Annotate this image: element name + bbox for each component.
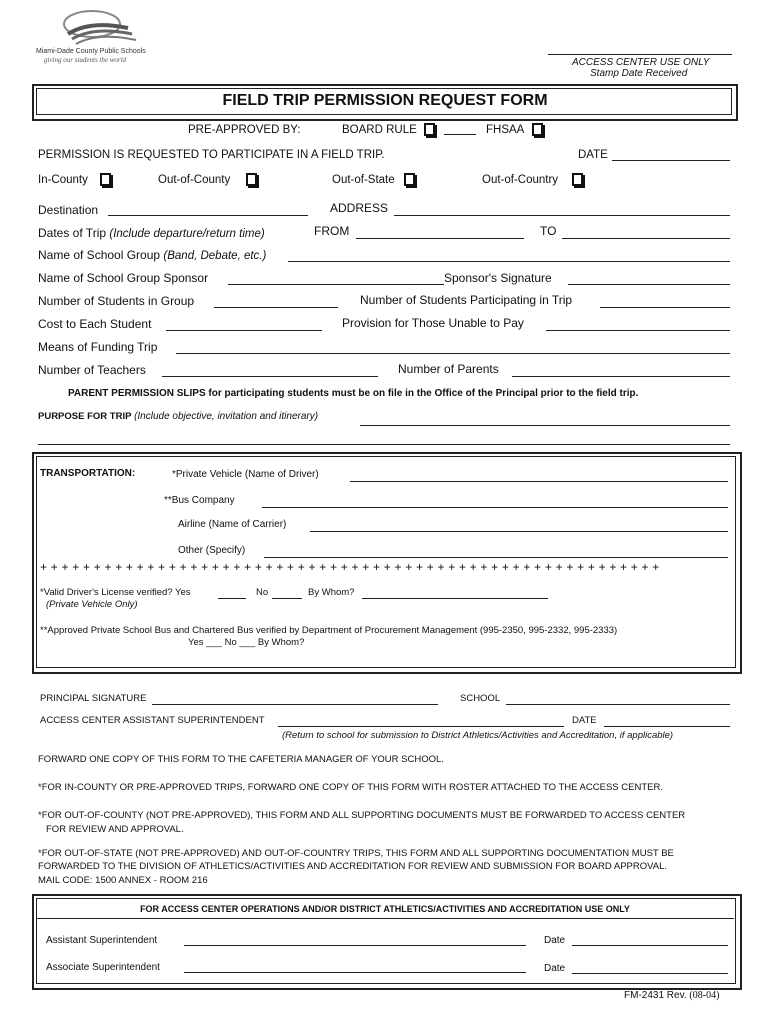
in-county-label: In-County bbox=[38, 174, 88, 186]
private-only-note: (Private Vehicle Only) bbox=[46, 599, 138, 610]
license-yes-line[interactable] bbox=[218, 598, 246, 599]
sponsor-signature-line[interactable] bbox=[568, 284, 730, 285]
school-group-hint: (Band, Debate, etc.) bbox=[163, 250, 267, 262]
sponsor-signature-label: Sponsor's Signature bbox=[444, 271, 552, 285]
teachers-label: Number of Teachers bbox=[38, 363, 146, 377]
school-label: SCHOOL bbox=[460, 693, 501, 704]
instruction-out-state-2: FORWARDED TO THE DIVISION OF ATHLETICS/ACTIVITIES AND ACCREDITATION FOR REVIEW AND SUBMISSION FOR BOARD APPROVAL. bbox=[38, 861, 668, 872]
out-of-country-checkbox[interactable] bbox=[572, 173, 583, 186]
cost-line[interactable] bbox=[166, 330, 322, 331]
to-line[interactable] bbox=[562, 238, 730, 239]
from-line[interactable] bbox=[356, 238, 524, 239]
assistant-supt-date2-label: Date bbox=[544, 935, 566, 946]
form-title: FIELD TRIP PERMISSION REQUEST FORM bbox=[222, 92, 548, 109]
in-county-checkbox[interactable] bbox=[100, 173, 111, 186]
destination-label: Destination bbox=[38, 203, 99, 217]
to-label: TO bbox=[540, 224, 557, 238]
permission-date-label: DATE bbox=[578, 149, 608, 161]
assistant-supt-label: ACCESS CENTER ASSISTANT SUPERINTENDENT bbox=[40, 715, 265, 726]
purpose-line-1[interactable] bbox=[360, 425, 730, 426]
instruction-out-county-1: FOR OUT-OF-COUNTY (NOT PRE-APPROVED), THIS FORM AND ALL SUPPORTING DOCUMENTS MUST BE FORWARDED TO ACCESS CENTER bbox=[41, 810, 686, 821]
board-rule-number-line[interactable] bbox=[444, 134, 476, 135]
students-participating-label: Number of Students Participating in Trip bbox=[360, 293, 573, 307]
from-label: FROM bbox=[314, 224, 350, 238]
form-number: FM-2431 Rev. bbox=[624, 990, 687, 1001]
transportation-label: TRANSPORTATION: bbox=[40, 468, 136, 479]
out-of-country-label: Out-of-Country bbox=[482, 174, 559, 186]
teachers-line[interactable] bbox=[162, 376, 378, 377]
instruction-out-county-2: FOR REVIEW AND APPROVAL. bbox=[46, 824, 184, 835]
instruction-in-county: FOR IN-COUNTY OR PRE-APPROVED TRIPS, FORWARD ONE COPY OF THIS FORM WITH ROSTER ATTACHED TO THE ACCESS CENTER. bbox=[41, 782, 663, 793]
principal-signature-line[interactable] bbox=[152, 704, 438, 705]
approved-bus-yes-no: Yes ___ No ___ By Whom? bbox=[188, 637, 305, 648]
funding-line[interactable] bbox=[176, 353, 730, 354]
provision-label: Provision for Those Unable to Pay bbox=[342, 316, 524, 330]
permission-text: PERMISSION IS REQUESTED TO PARTICIPATE IN A FIELD TRIP. bbox=[38, 149, 385, 161]
school-line[interactable] bbox=[506, 704, 730, 705]
parents-line[interactable] bbox=[512, 376, 730, 377]
license-label: *Valid Driver's License verified? Yes bbox=[40, 587, 191, 598]
associate-supt-sig-label: Associate Superintendent bbox=[46, 962, 160, 973]
other-line[interactable] bbox=[264, 557, 728, 558]
sponsor-line[interactable] bbox=[228, 284, 444, 285]
board-rule-label: BOARD RULE bbox=[342, 124, 417, 136]
address-line[interactable] bbox=[394, 215, 730, 216]
address-label: ADDRESS bbox=[330, 201, 389, 215]
assistant-supt-date-line[interactable] bbox=[604, 726, 730, 727]
school-logo bbox=[50, 6, 150, 48]
license-by-whom-line[interactable] bbox=[362, 598, 548, 599]
assistant-supt-line[interactable] bbox=[278, 726, 564, 727]
plus-separator: + + + + + + + + + + + + + + + + + + + + + + + + + + + + + + + + + + + + + + + + + + + + + + + + + + + + + + + + + + bbox=[40, 560, 660, 574]
principal-signature-label: PRINCIPAL SIGNATURE bbox=[40, 693, 147, 704]
funding-label: Means of Funding Trip bbox=[38, 340, 158, 354]
other-label: Other (Specify) bbox=[178, 545, 246, 556]
org-tagline: giving our students the world bbox=[44, 56, 127, 64]
logo-icon bbox=[50, 6, 150, 48]
associate-supt-date-line[interactable] bbox=[572, 973, 728, 974]
assistant-supt-date-label: DATE bbox=[572, 715, 597, 726]
license-no-label: No bbox=[256, 587, 269, 598]
out-of-county-checkbox[interactable] bbox=[246, 173, 257, 186]
associate-supt-sig-line[interactable] bbox=[184, 972, 526, 973]
return-note: (Return to school for submission to District Athletics/Activities and Accreditation, if applicable) bbox=[282, 730, 674, 741]
fhsaa-checkbox[interactable] bbox=[532, 123, 543, 136]
students-participating-line[interactable] bbox=[600, 307, 730, 308]
students-group-label: Number of Students in Group bbox=[38, 294, 195, 308]
dates-label: Dates of Trip bbox=[38, 226, 107, 240]
purpose-hint: (Include objective, invitation and itinerary) bbox=[134, 411, 319, 422]
approved-bus-text: **Approved Private School Bus and Chartered Bus verified by Department of Procurement Management (995-2350, 995-2332, 995-2333) bbox=[40, 625, 618, 636]
assistant-supt-sig-line[interactable] bbox=[184, 945, 526, 946]
fhsaa-label: FHSAA bbox=[486, 124, 525, 136]
assistant-supt-sig-label: Assistant Superintendent bbox=[46, 935, 158, 946]
private-vehicle-label: *Private Vehicle (Name of Driver) bbox=[172, 469, 319, 480]
purpose-label: PURPOSE FOR TRIP bbox=[38, 411, 132, 422]
school-group-line[interactable] bbox=[288, 261, 730, 262]
permission-date-line[interactable] bbox=[612, 160, 730, 161]
dates-hint: (Include departure/return time) bbox=[109, 228, 265, 240]
out-of-state-checkbox[interactable] bbox=[404, 173, 415, 186]
license-by-whom-label: By Whom? bbox=[308, 587, 355, 598]
bus-company-line[interactable] bbox=[262, 507, 728, 508]
associate-supt-date-label: Date bbox=[544, 963, 566, 974]
parent-notice: PARENT PERMISSION SLIPS for participating students must be on file in the Office of the Principal prior to the field trip. bbox=[68, 388, 639, 399]
airline-line[interactable] bbox=[310, 531, 728, 532]
purpose-line-2[interactable] bbox=[38, 444, 730, 445]
board-rule-checkbox[interactable] bbox=[424, 123, 435, 136]
stamp-line-2: Stamp Date Received bbox=[590, 68, 688, 79]
school-group-label: Name of School Group bbox=[38, 248, 161, 262]
private-vehicle-line[interactable] bbox=[350, 481, 728, 482]
instruction-forward-copy: FORWARD ONE COPY OF THIS FORM TO THE CAFETERIA MANAGER OF YOUR SCHOOL. bbox=[38, 754, 444, 765]
cost-label: Cost to Each Student bbox=[38, 317, 152, 331]
license-no-line[interactable] bbox=[272, 598, 302, 599]
destination-line[interactable] bbox=[108, 215, 308, 216]
form-revision: (08-04) bbox=[689, 990, 720, 1001]
parents-label: Number of Parents bbox=[398, 362, 499, 376]
instruction-out-state-1: FOR OUT-OF-STATE (NOT PRE-APPROVED) AND OUT-OF-COUNTRY TRIPS, THIS FORM AND ALL SUPPORTING DOCUMENTATION MUST BE bbox=[41, 848, 674, 859]
office-box-heading: FOR ACCESS CENTER OPERATIONS AND/OR DISTRICT ATHLETICS/ACTIVITIES AND ACCREDITATION USE ONLY bbox=[140, 904, 630, 914]
out-of-county-label: Out-of-County bbox=[158, 174, 231, 186]
airline-label: Airline (Name of Carrier) bbox=[178, 519, 287, 530]
out-of-state-label: Out-of-State bbox=[332, 174, 395, 186]
provision-line[interactable] bbox=[546, 330, 730, 331]
stamp-line-1: ACCESS CENTER USE ONLY bbox=[572, 57, 710, 68]
sponsor-label: Name of School Group Sponsor bbox=[38, 271, 209, 285]
preapproved-label: PRE-APPROVED BY: bbox=[188, 124, 301, 136]
mail-code: MAIL CODE: 1500 ANNEX - ROOM 216 bbox=[38, 875, 208, 886]
students-group-line[interactable] bbox=[214, 307, 338, 308]
org-name: Miami-Dade County Public Schools bbox=[36, 48, 146, 55]
bus-company-label: **Bus Company bbox=[164, 495, 235, 506]
assistant-supt-date2-line[interactable] bbox=[572, 945, 728, 946]
